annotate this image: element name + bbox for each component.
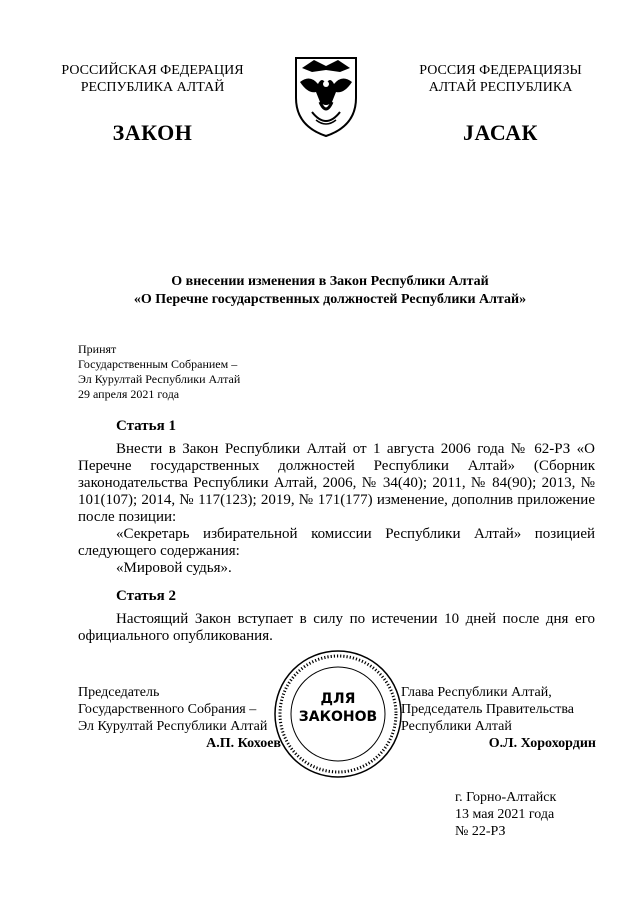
header-left-line2: РЕСПУБЛИКА АЛТАЙ: [80, 80, 225, 95]
header-left-line1: РОССИЙСКАЯ ФЕДЕРАЦИЯ: [61, 63, 244, 78]
stamp-line2: ЗАКОНОВ: [298, 709, 378, 725]
article1-body: [78, 441, 595, 577]
article2-body: [78, 611, 595, 645]
signature-right-line2: Председатель Правительства: [401, 702, 574, 717]
footer-date: 13 мая 2021 года: [455, 807, 555, 822]
stamp-text: [272, 690, 404, 726]
signature-right-name: О.Л. Хорохордин: [488, 736, 596, 751]
header-right-line2: АЛТАЙ РЕСПУБЛИКА: [428, 80, 573, 95]
signature-right-line1: Глава Республики Алтай,: [401, 685, 552, 700]
article1-heading: Статья 1: [116, 418, 176, 434]
footer-number: № 22-РЗ: [455, 824, 506, 839]
article1-paragraph3: «Мировой судья».: [116, 560, 232, 576]
header-right-line1: РОССИЯ ФЕДЕРАЦИЯЗЫ: [419, 63, 582, 78]
signature-left: [78, 684, 283, 752]
law-title-left: ЗАКОН: [112, 120, 193, 145]
footer-block: [455, 789, 605, 840]
footer-city: г. Горно-Алтайск: [455, 790, 557, 805]
header-left: [50, 62, 255, 96]
law-heading-line2: «О Перечне государственных должностей Республики Алтай»: [133, 292, 527, 307]
header-right: [398, 62, 603, 96]
law-heading-line1: О внесении изменения в Закон Республики Алтай: [171, 274, 489, 289]
adopted-line1: Принят: [78, 342, 117, 356]
law-title-right: ЈАСАК: [463, 120, 538, 145]
article1-paragraph1: Внести в Закон Республики Алтай от 1 августа 2006 года № 62-РЗ «О Перечне государственных должностей Республики Алтай» (Сборник законодательства Республики Алтай, 2006, № 34(40); 2011, № 84(90); 2013, № 101(107); 2014, № 117(123); 2019, № 171(177) изменение, дополнив приложение после позиции:: [78, 441, 595, 525]
signature-left-line1: Председатель: [78, 685, 160, 700]
signature-right-line3: Республики Алтай: [401, 719, 512, 734]
article1-paragraph2: «Секретарь избирательной комиссии Республики Алтай» позицией следующего содержания:: [78, 526, 595, 559]
adopted-line3: Эл Курултай Республики Алтай: [78, 372, 241, 386]
signature-right: [401, 684, 596, 752]
law-heading: [60, 273, 600, 309]
article2-heading: Статья 2: [116, 588, 176, 604]
adopted-line4: 29 апреля 2021 года: [78, 387, 180, 401]
signature-left-name: А.П. Кохоев: [206, 736, 281, 751]
article2-paragraph1: Настоящий Закон вступает в силу по истечении 10 дней после дня его официального опубликования.: [78, 611, 595, 644]
adopted-line2: Государственным Собранием –: [78, 357, 238, 371]
signature-left-line3: Эл Курултай Республики Алтай: [78, 719, 268, 734]
stamp-line1: ДЛЯ: [320, 691, 356, 707]
adopted-block: [78, 342, 338, 402]
coat-of-arms-icon: [292, 54, 360, 138]
signature-left-line2: Государственного Собрания –: [78, 702, 257, 717]
